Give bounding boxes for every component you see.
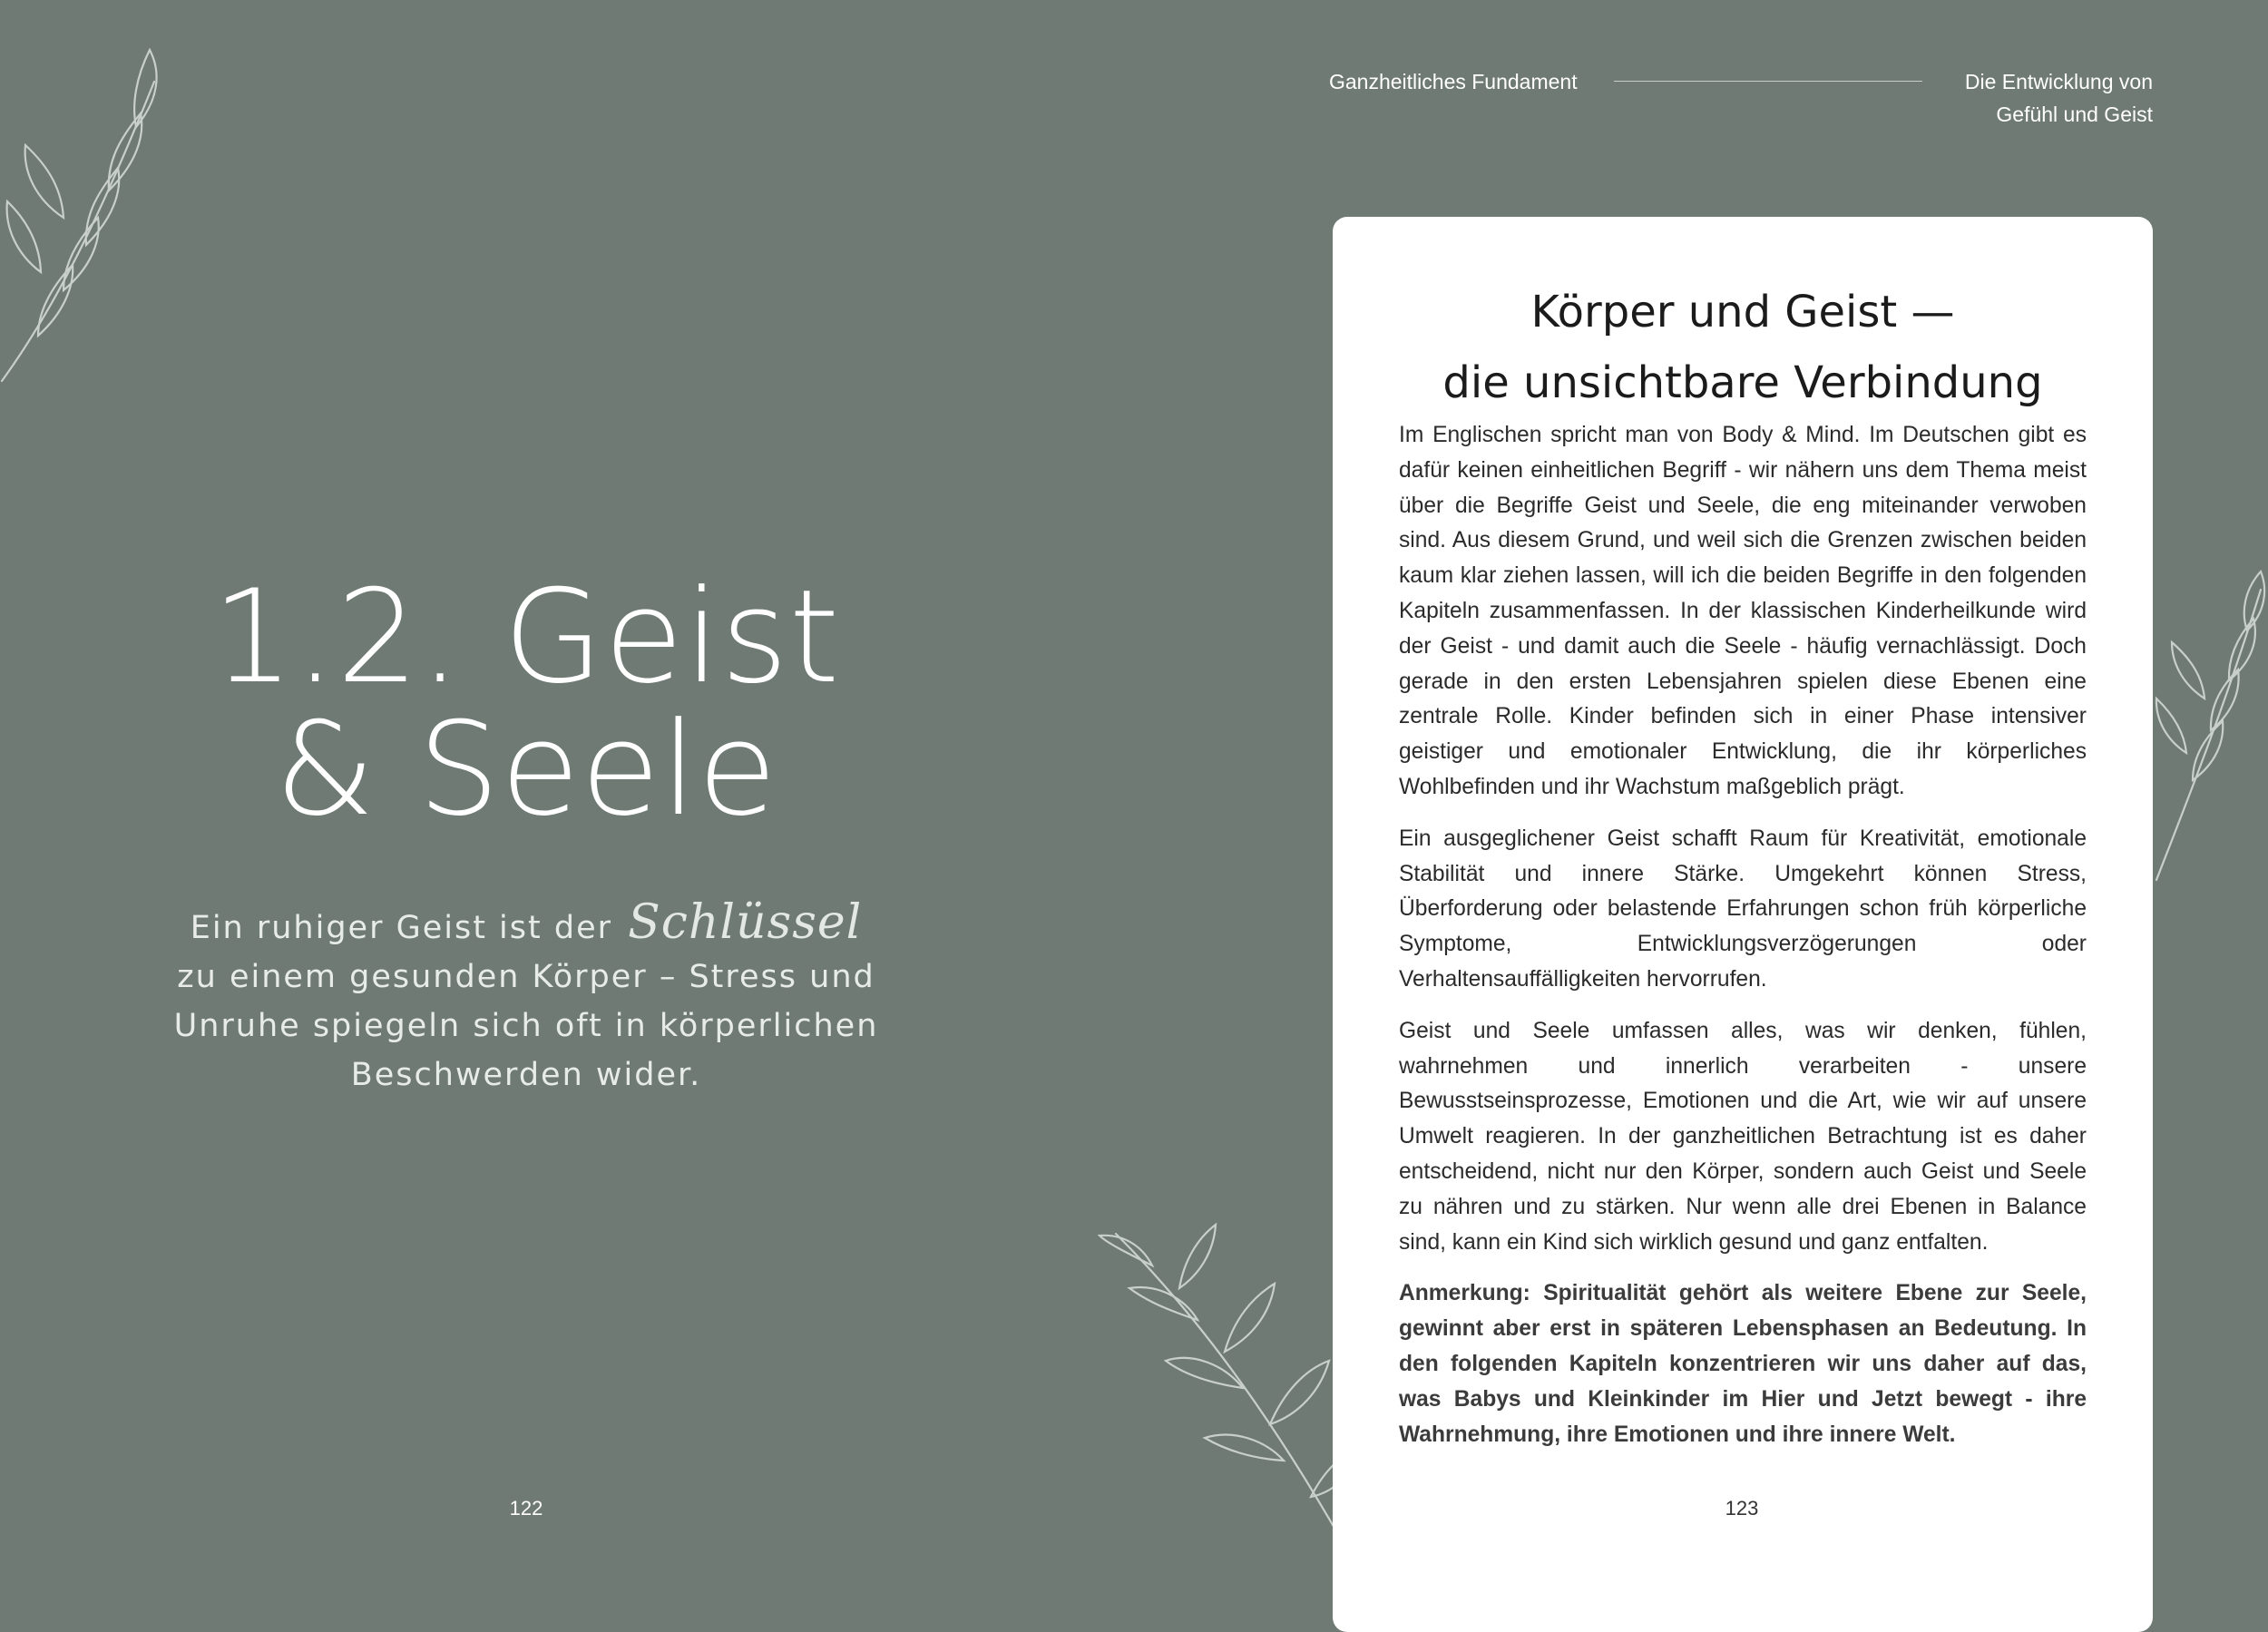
running-header-section: Ganzheitliches Fundament: [1329, 70, 1578, 93]
card-title: [1333, 277, 2153, 418]
chapter-title-line-2: & Seele: [274, 695, 778, 845]
body-paragraph: Ein ausgeglichener Geist schafft Raum für Kreativität, emotionale Stabilität und innere Stärke. Umgekehrt können Stress, Überforderung oder belastende Erfahrungen schon früh körperliche Symptome, Entwicklungsverzögerungen oder Verhaltensauffälligkeiten hervorrufen.: [1399, 826, 2087, 992]
running-header-divider: [1614, 81, 1922, 82]
intro-line-2: zu einem gesunden Körper – Stress und: [177, 959, 875, 995]
content-card: [1333, 217, 2153, 1632]
body-paragraph: Geist und Seele umfassen alles, was wir denken, fühlen, wahrnehmen und innerlich verarbeiten - unsere Bewusstseinsprozesse, Emotionen und die Art, wie wir auf unsere Umwelt reagieren. In der ganzheitlichen Betrachtung ist es daher entscheidend, nicht nur den Körper, sondern auch Geist und Seele zu nähren und zu stärken. Nur wenn alle drei Ebenen in Balance sind, kann ein Kind sich wirklich gesund und ganz entfalten.: [1399, 1018, 2087, 1255]
running-header-chapter-line-1: Die Entwicklung von: [1964, 70, 2153, 93]
intro-line-4: Beschwerden wider.: [350, 1057, 702, 1093]
body-paragraph: Im Englischen spricht man von Body & Mind. Im Deutschen gibt es dafür keinen einheitlichen Begriff - wir nähern uns dem Thema meist über die Begriffe Geist und Seele, die eng miteinander verwoben sind. Aus diesem Grund, und weil sich die Grenzen zwischen beiden kaum klar ziehen lassen, will ich die beiden Begriffe in den folgenden Kapiteln zusammenfassen. In der klassischen Kinderheilkunde wird der Geist - und damit auch die Seele - häufig vernachlässigt. Doch gerade in den ersten Lebensjahren spielen diese Ebenen eine zentrale Rolle. Kinder befinden sich in einer Phase intensiver geistiger und emotionaler Entwicklung, die ihr körperliches Wohlbefinden und ihr Wachstum maßgeblich prägt.: [1399, 423, 2087, 799]
card-body: [1399, 418, 2087, 1469]
note-paragraph: Anmerkung: Spiritualität gehört als weitere Ebene zur Seele, gewinnt aber erst in späteren Lebensphasen an Bedeutung. In den folgenden Kapiteln konzentrieren wir uns daher auf das, was Babys und Kleinkinder im Hier und Jetzt bewegt - ihre Wahrnehmung, ihre Emotionen und ihre innere Welt.: [1399, 1281, 2087, 1447]
page-number-left: 122: [509, 1497, 543, 1520]
leaf-branch-icon: [1098, 1216, 1370, 1560]
leaf-branch-icon: [0, 36, 172, 390]
chapter-title: [145, 562, 907, 845]
intro-text: Ein ruhiger Geist ist der: [190, 910, 613, 946]
intro-line-3: Unruhe spiegeln sich oft in körperlichen: [173, 1008, 879, 1044]
card-title-line-1: Körper und Geist —: [1530, 287, 1955, 337]
intro-script-word: Schlüssel: [628, 895, 863, 950]
leaf-branch-icon: [2152, 562, 2268, 889]
chapter-title-line-1: 1.2. Geist: [211, 562, 841, 712]
intro-line-1: [163, 895, 889, 953]
card-title-line-2: die unsichtbare Verbindung: [1442, 357, 2043, 408]
running-header-chapter: [1935, 65, 2153, 131]
page-number-right: 123: [1725, 1497, 1759, 1520]
chapter-intro: [163, 895, 889, 1099]
running-header-chapter-line-2: Gefühl und Geist: [1996, 103, 2153, 126]
